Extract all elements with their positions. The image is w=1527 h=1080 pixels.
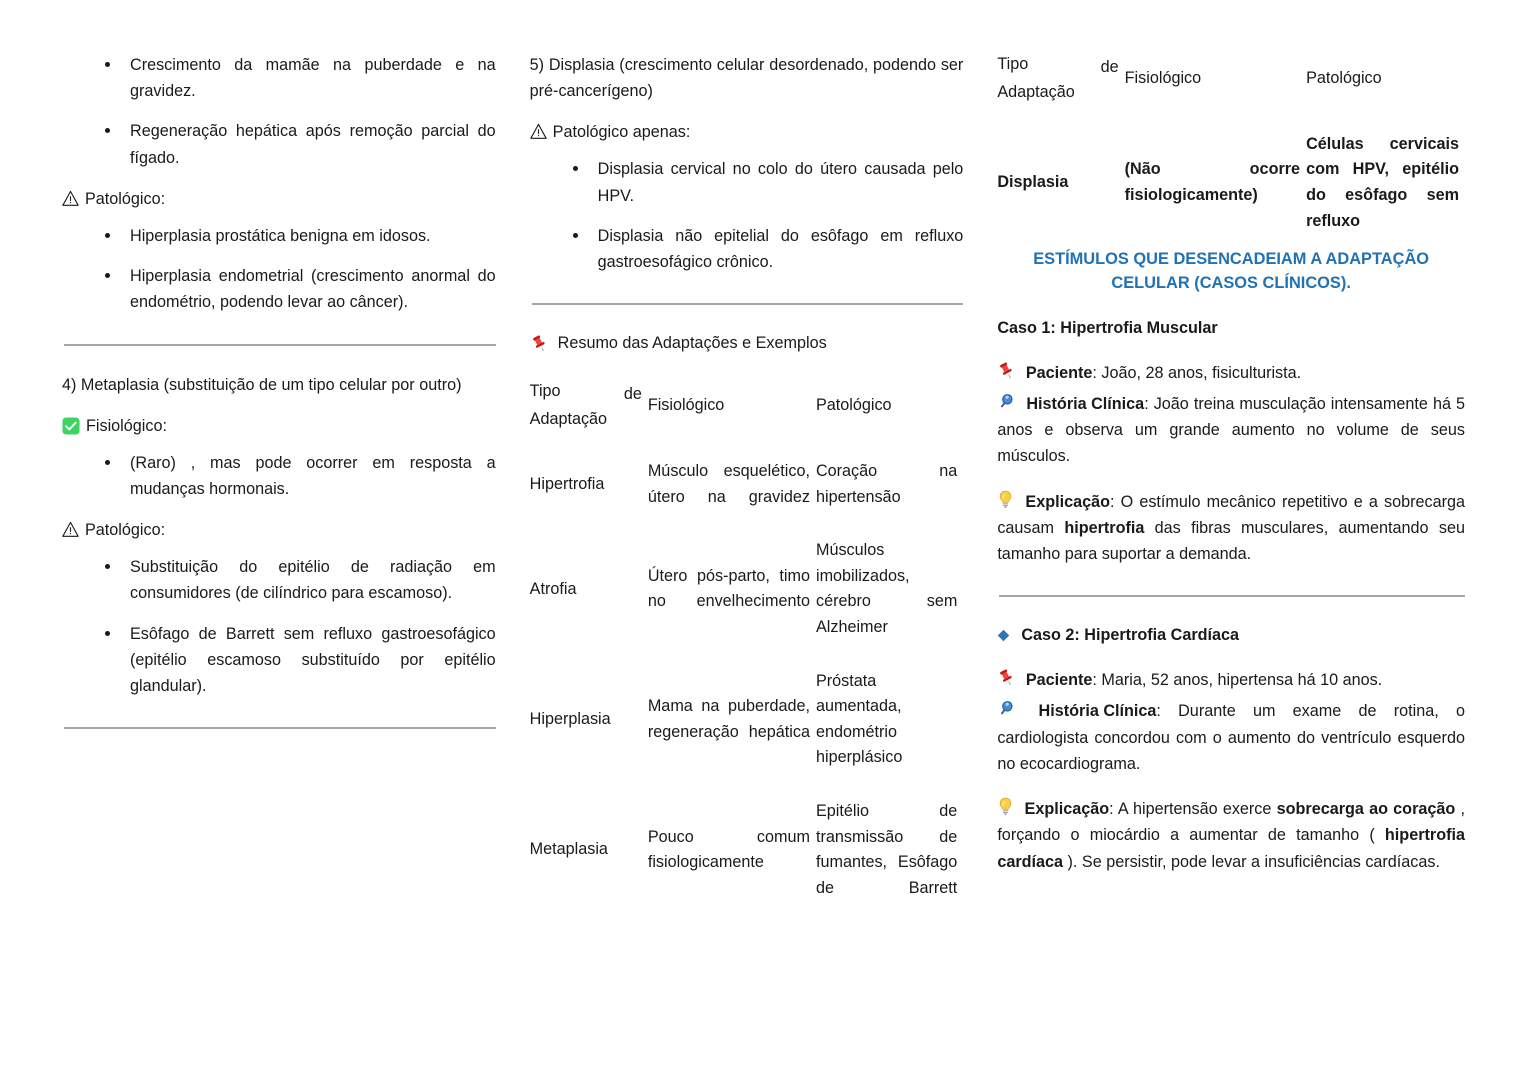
- case-1-explanation-pre: : O estímulo mecânico repetitivo e a sobrecarga causam: [997, 492, 1465, 537]
- table-header-fisiologico: Fisiológico: [647, 396, 725, 415]
- displasia-table: [997, 52, 1465, 234]
- pathological-only-label: [530, 120, 964, 146]
- red-pushpin-icon: [530, 334, 549, 353]
- case-2-patient-text: : Maria, 52 anos, hipertensa há 10 anos.: [1092, 671, 1383, 690]
- case-2-explanation-p2: , forçando o miocárdio a aumentar de tamanho (: [997, 800, 1465, 845]
- table-header-row: [997, 52, 1465, 132]
- case-2-patient-label: Paciente: [1025, 671, 1093, 690]
- magnifying-glass-icon: [997, 699, 1016, 718]
- table-row: [997, 132, 1465, 234]
- hyperplasia-pathological-list: [62, 223, 496, 316]
- light-bulb-icon: [997, 490, 1014, 509]
- pathological-label-2: [62, 518, 496, 544]
- warning-triangle-icon: [62, 190, 79, 207]
- case-1-patient-label: Paciente: [1025, 363, 1093, 382]
- red-pushpin-icon: [997, 668, 1016, 687]
- list-item: Displasia não epitelial do esôfago em refluxo gastroesofágico crônico.: [570, 223, 964, 275]
- hyperplasia-physiological-list: [62, 52, 496, 171]
- table-header-tipo-line3: Adaptação: [997, 83, 1075, 102]
- row-fisiologico: Pouco comum fisiologicamente: [647, 827, 810, 872]
- case-2-explanation-p1: : A hipertensão exerce: [1109, 800, 1277, 819]
- section-divider: [64, 727, 496, 729]
- case-2-explanation-b1: sobrecarga ao coração: [1276, 800, 1456, 819]
- warning-triangle-icon: [530, 123, 547, 140]
- table-row: [530, 669, 964, 799]
- green-check-box-icon: [62, 417, 80, 435]
- row-tipo: Hiperplasia: [529, 709, 611, 728]
- list-item: Displasia cervical no colo do útero causada pelo HPV.: [570, 156, 964, 208]
- metaplasia-heading: 4) Metaplasia (substituição de um tipo celular por outro): [62, 375, 462, 394]
- case-2-history-text: : Durante um exame de rotina, o cardiologista concordou com o aumento do ventrículo esquerdo no ecocardiograma.: [997, 702, 1465, 773]
- list-item: Hiperplasia endometrial (crescimento anormal do endométrio, podendo levar ao câncer).: [102, 263, 496, 315]
- summary-title-text: Resumo das Adaptações e Exemplos: [557, 334, 827, 353]
- row-patologico: Epitélio de transmissão de fumantes, Esôfago de Barrett: [815, 801, 958, 897]
- row-fisiologico: Útero pós-parto, timo no envelhecimento: [647, 566, 810, 611]
- row-tipo: Atrofia: [529, 579, 577, 598]
- section-divider: [999, 595, 1465, 597]
- blue-diamond-bullet-icon: [997, 629, 1010, 642]
- table-header-tipo-line2: de: [623, 384, 642, 403]
- case-2-history-label: História Clínica: [1038, 702, 1157, 721]
- pathological-label-text: Patológico:: [85, 521, 166, 540]
- case-1-history-text: : João treina musculação intensamente há 5 anos e observa um grande aumento no volume de seus músculos.: [997, 394, 1465, 466]
- pathological-only-label-text: Patológico apenas:: [552, 123, 691, 142]
- adaptations-summary-table: [530, 379, 964, 901]
- case-2-explanation: [997, 795, 1465, 875]
- row-fisiologico: Músculo esquelético, útero na gravidez: [647, 462, 810, 506]
- pathological-label-1: [62, 187, 496, 213]
- table-header-tipo: [530, 379, 648, 459]
- case-2-patient: [997, 665, 1465, 693]
- metaplasia-physiological-list: [62, 450, 496, 502]
- magnifying-glass-icon: [997, 392, 1016, 411]
- row-patologico: Próstata aumentada, endométrio hiperplásico: [815, 671, 903, 767]
- case-2-explanation-b2: hipertrofia cardíaca: [997, 826, 1465, 871]
- displasia-list: [530, 156, 964, 275]
- table-header-tipo-line3: Adaptação: [529, 410, 608, 429]
- row-fisiologico: (Não ocorre fisiologicamente): [1124, 160, 1301, 204]
- row-fisiologico: Mama na puberdade, regeneração hepática: [647, 697, 810, 741]
- column-3: [997, 52, 1465, 1060]
- list-item: Hiperplasia prostática benigna em idosos.: [102, 223, 496, 249]
- case-1-patient-text: : João, 28 anos, fisiculturista.: [1092, 363, 1302, 382]
- case-2-history: [997, 697, 1465, 777]
- table-header-tipo-line2: de: [1100, 57, 1119, 76]
- metaplasia-pathological-list: [62, 554, 496, 699]
- column-1: [62, 52, 530, 1060]
- case-1-explanation-label: Explicação: [1025, 492, 1111, 511]
- displasia-heading: 5) Displasia (crescimento celular desordenado, podendo ser pré-cancerígeno): [529, 56, 964, 101]
- row-tipo: Metaplasia: [529, 840, 608, 859]
- list-item: Substituição do epitélio de radiação em consumidores (de cilíndrico para escamoso).: [102, 554, 496, 606]
- table-header-row: [530, 379, 964, 459]
- case-2-title-text: Caso 2: Hipertrofia Cardíaca: [1021, 626, 1240, 645]
- list-item: Regeneração hepática após remoção parcial do fígado.: [102, 118, 496, 170]
- physiological-label-text: Fisiológico:: [86, 416, 167, 435]
- summary-title: [530, 331, 964, 357]
- case-2-title: [997, 623, 1465, 649]
- list-item: Crescimento da mamãe na puberdade e na gravidez.: [102, 52, 496, 104]
- case-1-explanation: [997, 488, 1465, 568]
- case-1-explanation-bold: hipertrofia: [1064, 518, 1145, 537]
- case-1-explanation-post: das fibras musculares, aumentando seu tamanho para suportar a demanda.: [997, 518, 1465, 564]
- section-divider: [532, 303, 964, 305]
- row-patologico: Células cervicais com HPV, epitélio do esôfago sem refluxo: [1306, 134, 1459, 230]
- table-header-fisiologico: Fisiológico: [1124, 69, 1202, 88]
- list-item: Esôfago de Barrett sem refluxo gastroesofágico (epitélio escamoso substituído por epitélio glandular).: [102, 621, 496, 700]
- red-pushpin-icon: [997, 361, 1016, 380]
- table-header-tipo-line1: Tipo: [529, 382, 561, 401]
- physiological-label: [62, 414, 496, 440]
- table-row: [530, 459, 964, 538]
- row-tipo: Displasia: [997, 173, 1069, 192]
- section-title: ESTÍMULOS QUE DESENCADEIAM A ADAPTAÇÃO CELULAR (CASOS CLÍNICOS).: [1033, 250, 1430, 292]
- section-divider: [64, 344, 496, 346]
- table-row: [530, 799, 964, 901]
- row-tipo: Hipertrofia: [529, 474, 605, 493]
- case-2-explanation-p3: ). Se persistir, pode levar a insuficiências cardíacas.: [1063, 852, 1440, 871]
- case-1-title: Caso 1: Hipertrofia Muscular: [997, 318, 1218, 337]
- table-header-tipo: [997, 52, 1124, 132]
- warning-triangle-icon: [62, 521, 79, 538]
- column-2: [530, 52, 998, 1060]
- table-header-tipo-line1: Tipo: [997, 55, 1029, 73]
- pathological-label-text: Patológico:: [85, 189, 166, 208]
- table-row: [530, 538, 964, 668]
- table-header-patologico: Patológico: [1306, 69, 1382, 88]
- case-1-patient: [997, 358, 1465, 386]
- case-2-explanation-label: Explicação: [1024, 800, 1110, 819]
- table-header-patologico: Patológico: [815, 396, 892, 415]
- case-1-history: [997, 390, 1465, 470]
- case-1-history-label: História Clínica: [1026, 394, 1145, 413]
- list-item: (Raro) , mas pode ocorrer em resposta a mudanças hormonais.: [102, 450, 496, 502]
- light-bulb-icon: [997, 797, 1014, 816]
- row-patologico: Coração na hipertensão: [815, 462, 958, 506]
- row-patologico: Músculos imobilizados, cérebro sem Alzheimer: [815, 541, 958, 636]
